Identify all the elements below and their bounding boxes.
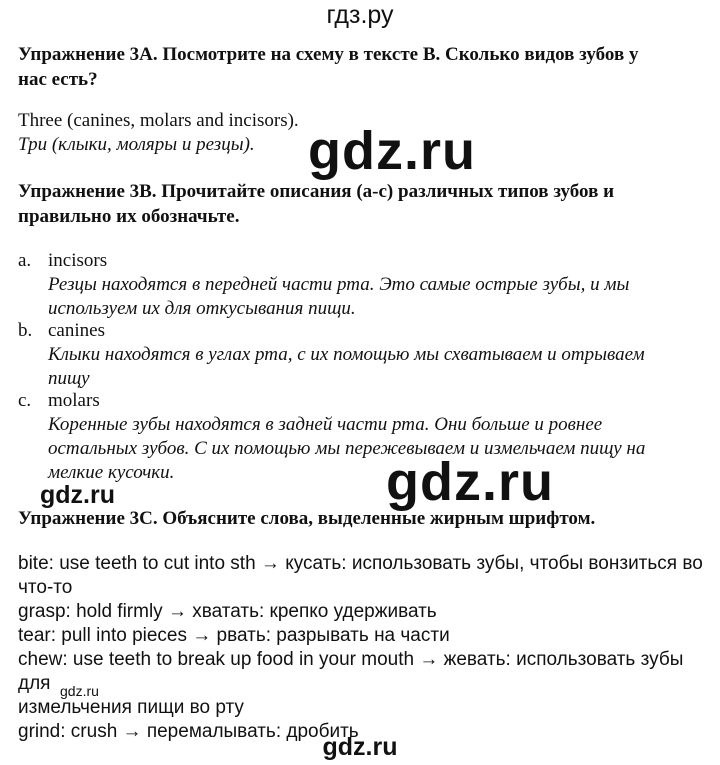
- description-line: Коренные зубы находятся в задней части рта. Они больше и ровнее: [48, 414, 603, 435]
- exercise-3a-heading: [18, 42, 638, 92]
- exercise-3b-heading: [18, 179, 614, 229]
- list-item-description: [48, 343, 645, 391]
- list-item-label: a.: [18, 250, 32, 271]
- watermark-logo: gdz.ru: [308, 121, 476, 181]
- definitions-list: [18, 552, 720, 744]
- list-item-description: [48, 413, 645, 485]
- watermark-logo: gdz.ru: [386, 452, 554, 512]
- list-item-term: incisors: [48, 250, 108, 271]
- description-line: остальных зубов. С их помощью мы пережевываем и измельчаем пищу на: [48, 438, 646, 459]
- definition-line: bite: use teeth to cut into sth → кусать: использовать зубы, чтобы вонзиться во: [18, 553, 703, 574]
- definition-line: grind: crush → перемалывать: дробить: [18, 721, 359, 742]
- list-item-term: canines: [48, 320, 105, 341]
- definition-line: измельчения пищи во рту: [18, 697, 244, 718]
- description-line: мелкие кусочки.: [48, 462, 175, 483]
- list-item-label: c.: [18, 390, 32, 411]
- list-item-term: molars: [48, 390, 100, 411]
- footer-watermark: gdz.ru: [322, 733, 398, 761]
- heading-line: правильно их обозначьте.: [18, 206, 240, 227]
- definition-line: chew: use teeth to break up food in your mouth → жевать: использовать зубы для: [18, 649, 684, 694]
- site-header: гдз.ру: [326, 1, 394, 29]
- description-line: пищу: [48, 368, 90, 389]
- definition-line: что-то: [18, 577, 73, 598]
- description-line: Резцы находятся в передней части рта. Это самые острые зубы, и мы: [48, 274, 630, 295]
- definition-line: tear: pull into pieces → рвать: разрывать на части: [18, 625, 450, 646]
- heading-line: Упражнение 3B. Прочитайте описания (a-c) различных типов зубов и: [18, 181, 615, 202]
- list-item-description: [48, 273, 629, 321]
- heading-line: Упражнение 3A. Посмотрите на схему в тексте B. Сколько видов зубов у: [18, 44, 639, 65]
- watermark-logo: gdz.ru: [40, 481, 115, 509]
- exercise-3c-heading: Упражнение 3C. Объясните слова, выделенные жирным шрифтом.: [18, 508, 596, 529]
- watermark-logo: gdz.ru: [60, 683, 99, 699]
- description-line: используем их для откусывания пищи.: [48, 298, 356, 319]
- list-item-label: b.: [18, 320, 33, 341]
- description-line: Клыки находятся в углах рта, с их помощью мы схватываем и отрываем: [48, 344, 645, 365]
- heading-line: нас есть?: [18, 69, 98, 90]
- exercise-3a-answer-en: Three (canines, molars and incisors).: [18, 110, 299, 131]
- exercise-3a-answer-ru: Три (клыки, моляры и резцы).: [18, 134, 255, 155]
- definition-line: grasp: hold firmly → хватать: крепко удерживать: [18, 601, 437, 622]
